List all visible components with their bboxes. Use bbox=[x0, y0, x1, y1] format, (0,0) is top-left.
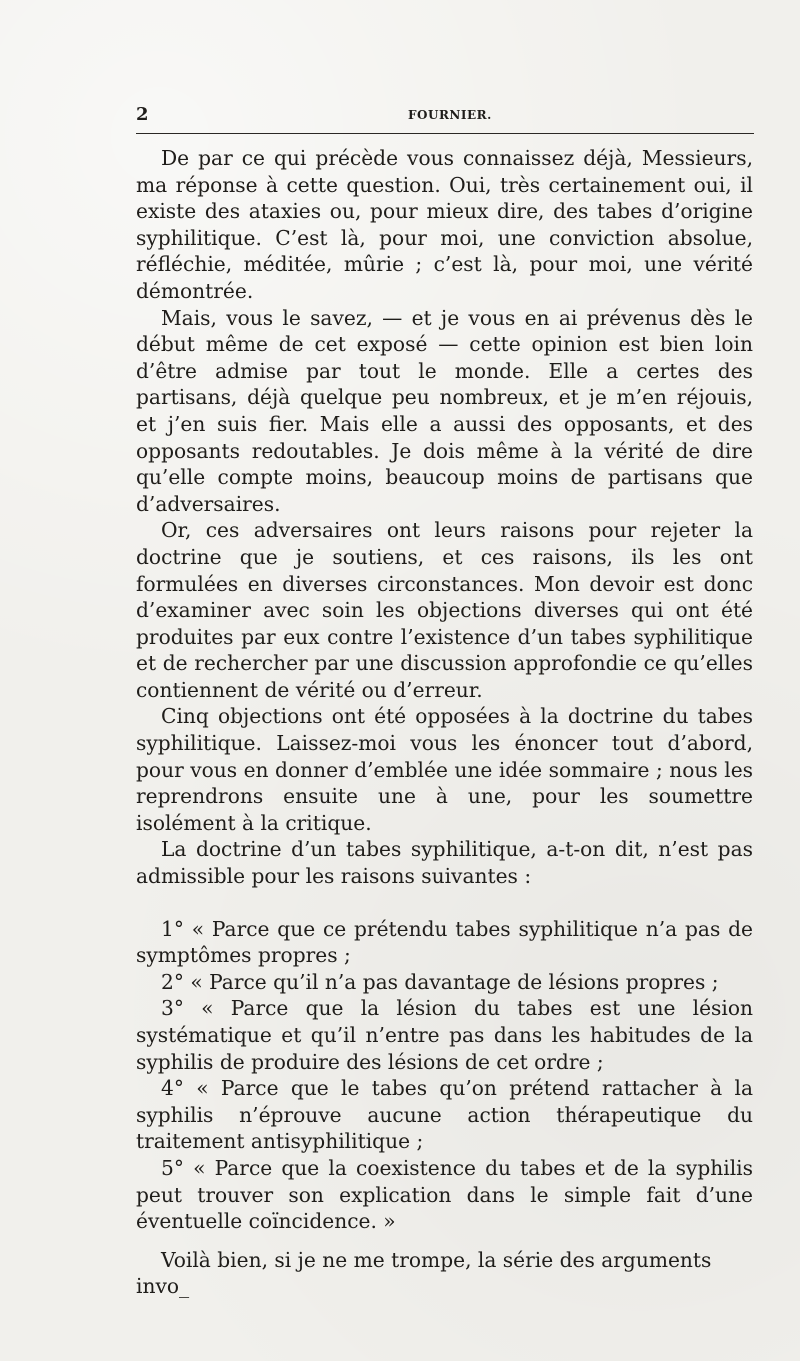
paragraph-4: Cinq objections ont été opposées à la doctrine du tabes syphilitique. Laissez-moi vous les énoncer tout d’abord, pour vous en donner d’emblée une idée sommaire ; nous les reprendrons ensuite une à une, pour les soumettre isolément à la critique. bbox=[136, 704, 753, 835]
closing-paragraph: Voilà bien, si je ne me trompe, la série des arguments invo_ bbox=[136, 1247, 712, 1299]
paragraph-5: La doctrine d’un tabes syphilitique, a-t-on dit, n’est pas admissible pour les raisons suivantes : bbox=[136, 837, 753, 889]
running-title: FOURNIER. bbox=[408, 108, 492, 122]
objection-1: 1° « Parce que ce prétendu tabes syphilitique n’a pas de symptômes propres ; bbox=[136, 916, 753, 968]
page-number: 2 bbox=[136, 104, 149, 125]
paragraph-1: De par ce qui précède vous connaissez déjà, Messieurs, ma réponse à cette question. Oui, très certainement oui, il existe des ataxies ou, pour mieux dire, des tabes d’origine syphilitique. C’est là, pour moi, une conviction absolue, réfléchie, méditée, mûrie ; c’est là, pour moi, une vérité démontrée. bbox=[136, 146, 753, 303]
objection-3: 3° « Parce que la lésion du tabes est une lésion systématique et qu’il n’entre pas dans les habitudes de la syphilis de produire des lésions de cet ordre ; bbox=[136, 996, 753, 1074]
paragraph-spacer bbox=[136, 890, 753, 916]
page-header bbox=[136, 104, 754, 132]
objection-4: 4° « Parce que le tabes qu’on prétend rattacher à la syphilis n’éprouve aucune action thérapeutique du traitement antisyphilitique ; bbox=[136, 1076, 753, 1154]
paragraph-3: Or, ces adversaires ont leurs raisons pour rejeter la doctrine que je soutiens, et ces raisons, ils les ont formulées en diverses circonstances. Mon devoir est donc d’examiner avec soin les objections diverses qui ont été produites par eux contre l’existence d’un tabes syphilitique et de rechercher par une discussion approfondie ce qu’elles contiennent de vérité ou d’erreur. bbox=[136, 518, 753, 702]
paragraph-2: Mais, vous le savez, — et je vous en ai prévenus dès le début même de cet exposé — cette opinion est bien loin d’être admise par tout le monde. Elle a certes des partisans, déjà quelque peu nombreux, et je m’en réjouis, et j’en suis fier. Mais elle a aussi des opposants, et des opposants redoutables. Je dois même à la vérité de dire qu’elle compte moins, beaucoup moins de partisans que d’adversaires. bbox=[136, 305, 753, 516]
objection-5: 5° « Parce que la coexistence du tabes et de la syphilis peut trouver son explication dans le simple fait d’une éventuelle coïncidence. » bbox=[136, 1155, 753, 1234]
objection-2: 2° « Parce qu’il n’a pas davantage de lésions propres ; bbox=[161, 969, 719, 994]
page-body bbox=[136, 145, 753, 1300]
paragraph-spacer bbox=[136, 1235, 753, 1247]
header-rule bbox=[136, 133, 754, 134]
